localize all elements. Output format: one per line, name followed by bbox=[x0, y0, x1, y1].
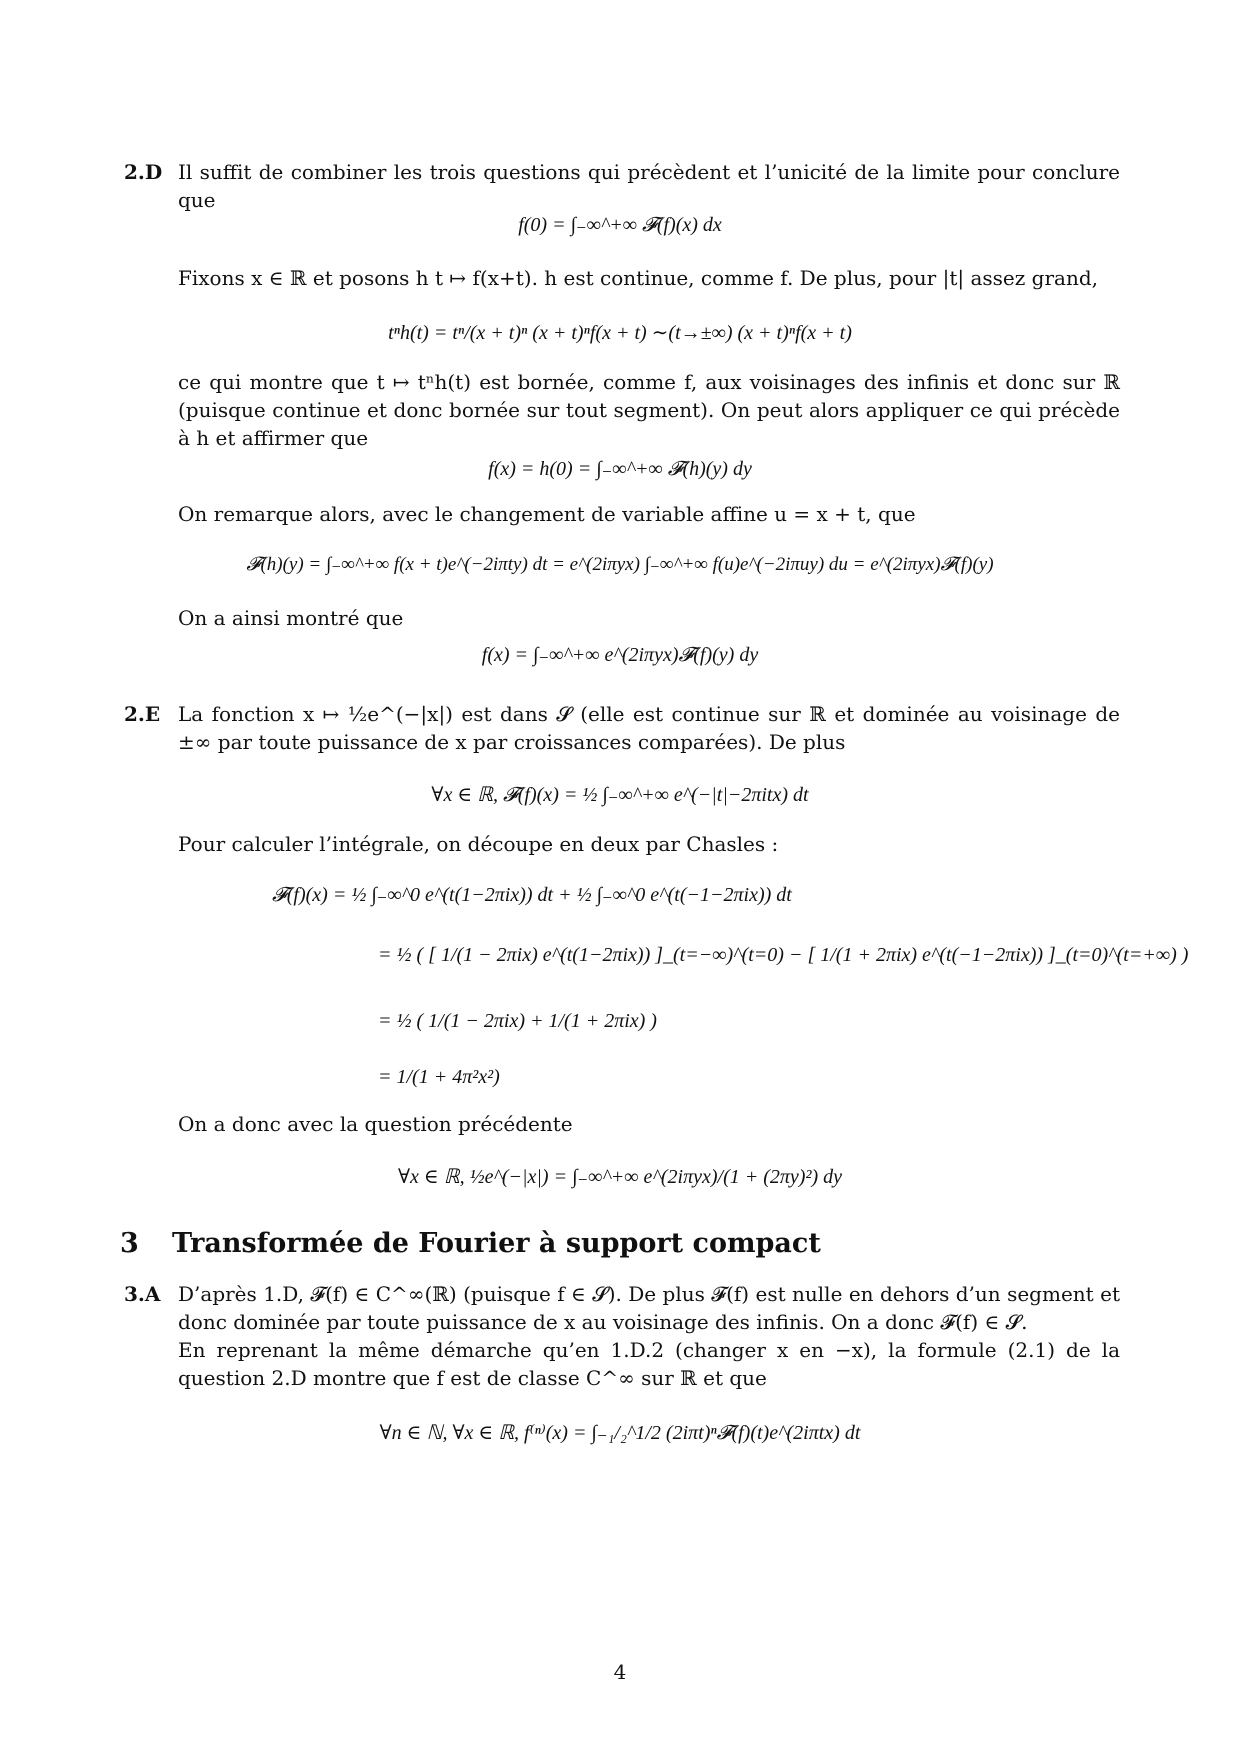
paragraph: On a ainsi montré que bbox=[178, 606, 404, 630]
paragraph: Pour calculer l’intégrale, on découpe en deux par Chasles : bbox=[178, 832, 779, 856]
section-number: 3 bbox=[120, 1228, 139, 1259]
equation: ∀x ∈ ℝ, 𝓕(f)(x) = ½ ∫₋∞^+∞ e^(−|t|−2πitx) dt bbox=[431, 784, 809, 806]
section-heading bbox=[120, 1226, 821, 1262]
question-label: 2.D bbox=[124, 160, 163, 184]
page-number: 4 bbox=[613, 1660, 627, 1684]
paragraph: D’après 1.D, 𝓕(f) ∈ C^∞(ℝ) (puisque f ∈ 𝓢). De plus 𝓕(f) est nulle en dehors d’un segment et donc dominée par toute puissance de x au voisinage des infinis. On a donc 𝓕(f) ∈ 𝓢. bbox=[178, 1282, 1120, 1334]
paragraph: Fixons x ∈ ℝ et posons h t ↦ f(x+t). h est continue, comme f. De plus, pour |t| assez grand, bbox=[178, 266, 1098, 290]
equation: ∀n ∈ ℕ, ∀x ∈ ℝ, f⁽ⁿ⁾(x) = ∫₋₁/₂^1/2 (2iπt)ⁿ𝓕(f)(t)e^(2iπtx) dt bbox=[379, 1422, 861, 1444]
equation: f(x) = h(0) = ∫₋∞^+∞ 𝓕(h)(y) dy bbox=[488, 458, 752, 480]
paragraph: On remarque alors, avec le changement de variable affine u = x + t, que bbox=[178, 502, 916, 526]
equation: tⁿh(t) = tⁿ/(x + t)ⁿ (x + t)ⁿf(x + t) ∼(t→±∞) (x + t)ⁿf(x + t) bbox=[388, 322, 852, 344]
equation-line: = 1/(1 + 4π²x²) bbox=[378, 1066, 500, 1088]
section-title: Transformée de Fourier à support compact bbox=[172, 1228, 821, 1259]
equation-line: = ½ ( 1/(1 − 2πix) + 1/(1 + 2πix) ) bbox=[378, 1010, 657, 1032]
paragraph: On a donc avec la question précédente bbox=[178, 1112, 573, 1136]
equation: ∀x ∈ ℝ, ½e^(−|x|) = ∫₋∞^+∞ e^(2iπyx)/(1 + (2πy)²) dy bbox=[397, 1166, 842, 1188]
paragraph: La fonction x ↦ ½e^(−|x|) est dans 𝓢 (elle est continue sur ℝ et dominée au voisinage de ±∞ par toute puissance de x par croissances comparées). De plus bbox=[178, 702, 1120, 754]
question-label: 3.A bbox=[124, 1282, 161, 1306]
paragraph: Il suffit de combiner les trois questions qui précèdent et l’unicité de la limite pour conclure que bbox=[178, 160, 1120, 212]
paragraph: En reprenant la même démarche qu’en 1.D.2 (changer x en −x), la formule (2.1) de la question 2.D montre que f est de classe C^∞ sur ℝ et que bbox=[178, 1338, 1120, 1390]
equation-line: = ½ ( [ 1/(1 − 2πix) e^(t(1−2πix)) ]_(t=−∞)^(t=0) − [ 1/(1 + 2πix) e^(t(−1−2πix)) ]_(t=0)^(t=+∞) ) bbox=[378, 944, 1189, 966]
equation: f(x) = ∫₋∞^+∞ e^(2iπyx)𝓕(f)(y) dy bbox=[481, 644, 759, 666]
equation-line: 𝓕(f)(x) = ½ ∫₋∞^0 e^(t(1−2πix)) dt + ½ ∫₋∞^0 e^(t(−1−2πix)) dt bbox=[272, 884, 792, 906]
paragraph: ce qui montre que t ↦ tⁿh(t) est bornée, comme f, aux voisinages des infinis et donc sur ℝ (puisque continue et donc bornée sur tout segment). On peut alors appliquer ce qui précède à h et affirmer que bbox=[178, 370, 1120, 450]
question-label: 2.E bbox=[124, 702, 161, 726]
equation: f(0) = ∫₋∞^+∞ 𝓕(f)(x) dx bbox=[518, 214, 722, 236]
equation: 𝓕(h)(y) = ∫₋∞^+∞ f(x + t)e^(−2iπty) dt = e^(2iπyx) ∫₋∞^+∞ f(u)e^(−2iπuy) du = e^(2iπyx)𝓕(f)(y) bbox=[246, 554, 994, 575]
